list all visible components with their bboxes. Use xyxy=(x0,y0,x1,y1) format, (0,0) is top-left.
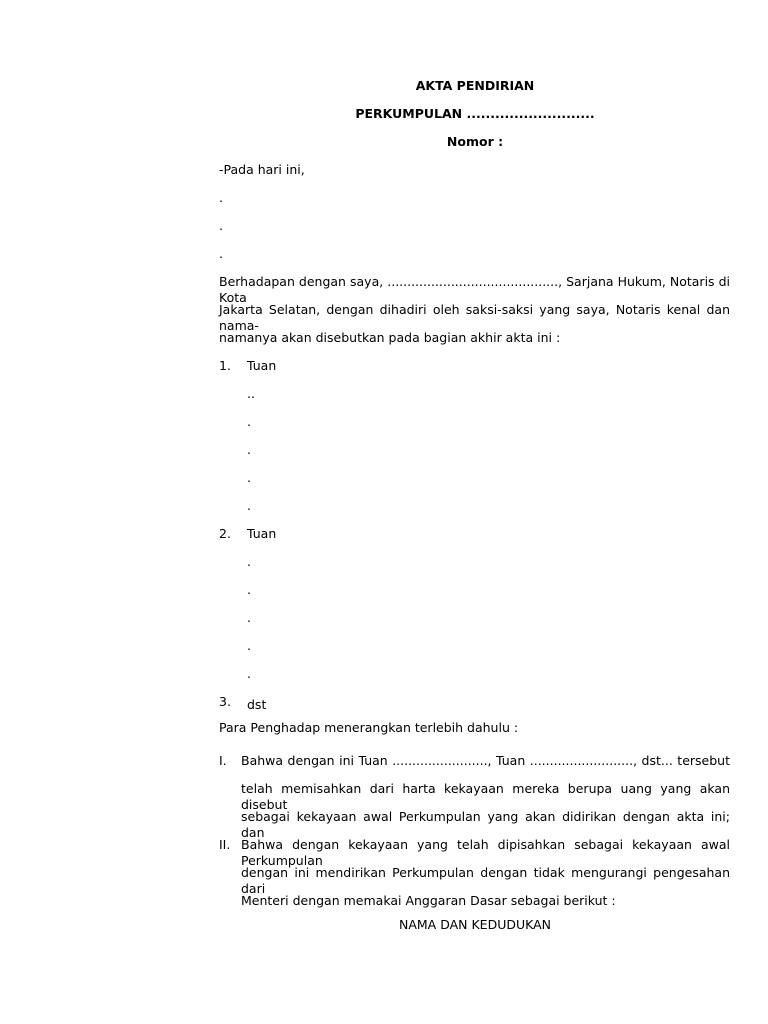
party-detail-dot: . xyxy=(247,582,251,597)
party-detail-dot: . xyxy=(247,442,251,457)
intro-line: Jakarta Selatan, dengan dihadiri oleh saksi-saksi yang saya, Notaris kenal dan nama- xyxy=(219,302,730,333)
intro-line: namanya akan disebutkan pada bagian akhir akta ini : xyxy=(219,330,561,345)
section-heading: NAMA DAN KEDUDUKAN xyxy=(398,917,551,932)
party-label: Tuan xyxy=(247,358,277,373)
party-detail-dot: . xyxy=(247,498,251,513)
clause-number: I. xyxy=(219,753,227,768)
clause-line: Bahwa dengan kekayaan yang telah dipisahkan sebagai kekayaan awal Perkumpulan xyxy=(241,837,730,868)
party-detail-dot: . xyxy=(247,414,251,429)
opening-dot: . xyxy=(219,218,223,233)
party-label: dst xyxy=(247,697,267,712)
intro-line: Berhadapan dengan saya, ..........................................., Sarjana Hukum, Notaris di Kota xyxy=(219,274,730,305)
opening-dot: . xyxy=(219,246,223,261)
party-detail-dot: . xyxy=(247,638,251,653)
party-label: Tuan xyxy=(247,526,277,541)
declaration-line: Para Penghadap menerangkan terlebih dahulu : xyxy=(219,720,519,735)
clause-line: telah memisahkan dari harta kekayaan mereka berupa uang yang akan disebut xyxy=(241,781,730,812)
opening-dot: . xyxy=(219,190,223,205)
party-number: 3. xyxy=(219,694,231,709)
party-detail-dot: . xyxy=(247,666,251,681)
party-detail-dot: . xyxy=(247,470,251,485)
clause-line: Bahwa dengan ini Tuan ........................, Tuan .........................., dst... tersebut xyxy=(241,753,730,768)
clause-number: II. xyxy=(219,837,231,852)
party-detail-dot: .. xyxy=(247,386,255,401)
document-title: AKTA PENDIRIAN xyxy=(415,78,535,93)
document-subtitle: PERKUMPULAN ........................... xyxy=(355,106,595,121)
clause-line: sebagai kekayaan awal Perkumpulan yang akan didirikan dengan akta ini; dan xyxy=(241,809,730,840)
clause-line: dengan ini mendirikan Perkumpulan dengan tidak mengurangi pengesahan dari xyxy=(241,865,730,896)
party-number: 2. xyxy=(219,526,231,541)
clause-line: Menteri dengan memakai Anggaran Dasar sebagai berikut : xyxy=(241,893,616,908)
party-number: 1. xyxy=(219,358,231,373)
opening-line: -Pada hari ini, xyxy=(219,162,305,177)
document-number-label: Nomor : xyxy=(446,134,504,149)
party-detail-dot: . xyxy=(247,554,251,569)
party-detail-dot: . xyxy=(247,610,251,625)
